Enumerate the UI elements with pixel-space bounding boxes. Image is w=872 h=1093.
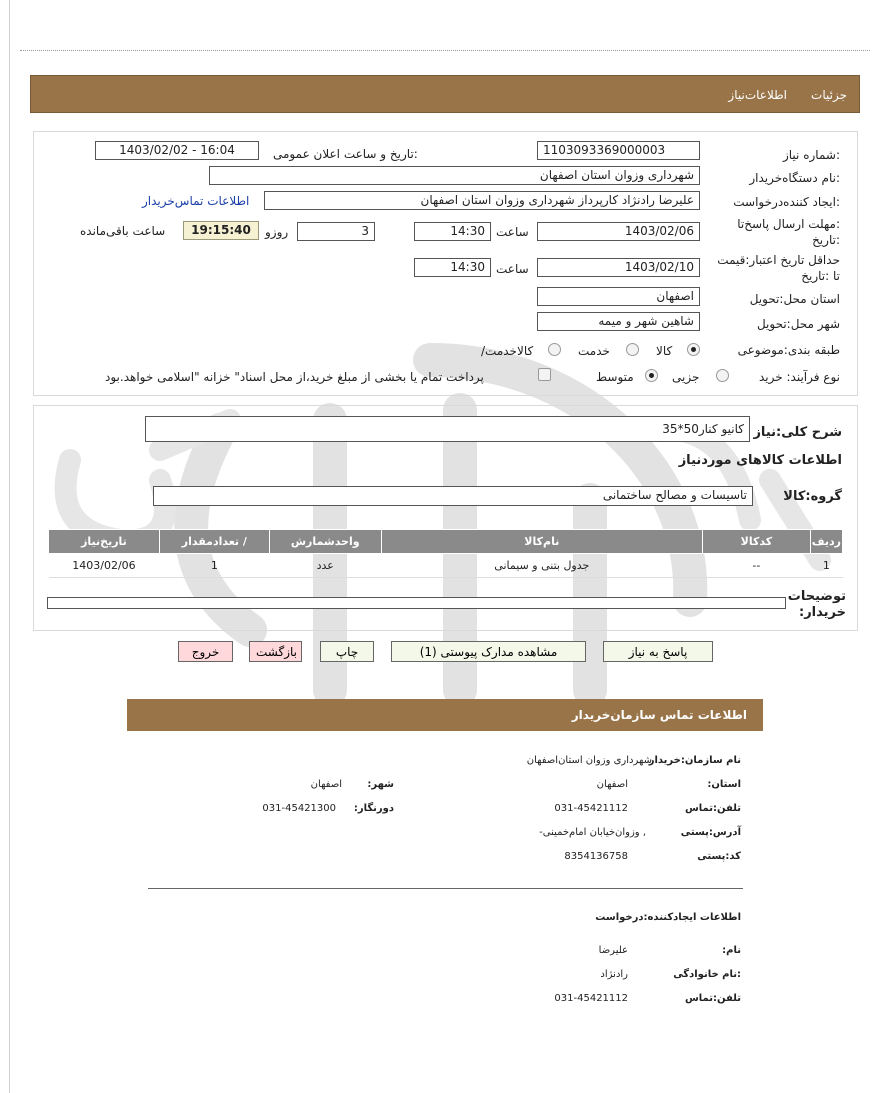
buyer-contact-header xyxy=(127,699,763,731)
contact-phone-label: تلفن:تماس xyxy=(684,803,741,814)
category-label: طبقه بندی:موضوعی xyxy=(737,343,840,357)
province-field: اصفهان xyxy=(537,287,700,306)
org-name-label: نام سازمان:خریدار xyxy=(648,755,741,766)
requester-name-value: علیرضا xyxy=(598,945,628,956)
general-desc-label: شرح کلی:نیاز xyxy=(753,425,842,440)
process-medium-radio[interactable] xyxy=(645,369,658,382)
contact-province-value: اصفهان xyxy=(596,779,628,790)
col-code: کدکالا xyxy=(702,530,810,554)
goods-table xyxy=(48,529,843,578)
table-row xyxy=(49,554,843,578)
category-service-label: خدمت xyxy=(578,344,610,358)
contact-province-label: :استان xyxy=(707,779,741,790)
need-number-field: 1103093369000003 xyxy=(537,141,700,160)
cell-code: -- xyxy=(702,554,810,578)
city-field: شاهین شهر و میمه xyxy=(537,312,700,331)
price-valid-label-2: تا :تاریخ xyxy=(801,269,840,283)
price-time-field: 14:30 xyxy=(414,258,491,277)
category-goods-label: کالا xyxy=(656,344,673,358)
buyer-notes-label-2: :خریدار xyxy=(799,605,846,620)
col-row: ردیف xyxy=(810,530,842,554)
send-deadline-label-2: تاریخ: xyxy=(812,233,840,247)
contact-city-value: اصفهان xyxy=(310,779,342,790)
remaining-countdown: 19:15:40 xyxy=(183,221,259,240)
send-time-label: ساعت xyxy=(496,225,529,239)
reply-button[interactable]: پاسخ به نیاز xyxy=(603,641,713,662)
contact-fax-label: :دورنگار xyxy=(353,803,394,814)
cell-row: 1 xyxy=(810,554,842,578)
buyer-org-field: شهرداری وزوان استان اصفهان xyxy=(209,166,700,185)
col-date: تاریخ‌نیاز xyxy=(49,530,160,554)
col-qty: / تعدادمقدار xyxy=(159,530,269,554)
requester-name-label: :نام xyxy=(722,945,741,956)
send-time-field: 14:30 xyxy=(414,222,491,241)
details-header-bar xyxy=(30,75,860,113)
goods-info-title: اطلاعات کالاهای موردنیاز xyxy=(678,453,842,468)
price-valid-label: حداقل تاریخ اعتبار:قیمت xyxy=(717,253,840,267)
buyer-notes-field xyxy=(47,597,786,609)
cell-unit: عدد xyxy=(269,554,381,578)
tab-details[interactable]: جزئیات xyxy=(811,88,847,102)
contact-postal-label: کد:پستی xyxy=(697,851,741,862)
process-medium-label: متوسط xyxy=(596,370,634,384)
back-button[interactable]: بازگشت xyxy=(249,641,302,662)
top-divider xyxy=(20,50,870,51)
send-deadline-label: مهلت ارسال پاسخ‌تا: xyxy=(737,217,840,231)
cell-date: 1403/02/06 xyxy=(49,554,160,578)
need-number-label: شماره نیاز: xyxy=(782,148,840,162)
requester-family-label: نام خانوادگی: xyxy=(673,969,741,980)
process-partial-label: جزیی xyxy=(672,370,700,384)
org-name-value: شهرداری وزوان استان‌اصفهان xyxy=(526,755,652,766)
tab-need-info[interactable]: اطلاعات‌نیاز xyxy=(728,88,787,102)
requester-family-value: رادنژاد xyxy=(600,969,628,980)
announce-field: 1403/02/02 - 16:04 xyxy=(95,141,259,160)
exit-button[interactable]: خروج xyxy=(178,641,233,662)
buyer-org-label: نام دستگاه‌خریدار: xyxy=(749,171,840,185)
category-goods-radio[interactable] xyxy=(687,343,700,356)
and-day-label: روزو xyxy=(265,225,289,239)
requester-field: علیرضا رادنژاد کارپرداز شهرداری وزوان استان اصفهان xyxy=(264,191,700,210)
cell-qty: 1 xyxy=(159,554,269,578)
view-attachments-button[interactable]: مشاهده مدارک پیوستی (1) xyxy=(391,641,586,662)
col-name: نام‌کالا xyxy=(381,530,702,554)
announce-label: تاریخ و ساعت اعلان عمومی: xyxy=(273,147,418,161)
category-service-radio[interactable] xyxy=(626,343,639,356)
contact-postal-value: 8354136758 xyxy=(564,851,628,862)
buyer-notes-label: توضیحات xyxy=(787,589,846,604)
contact-divider xyxy=(148,888,743,889)
buyer-contact-title: اطلاعات تماس سازمان‌خریدار xyxy=(571,708,747,722)
contact-fax-value: 031-45421300 xyxy=(262,803,336,814)
price-time-label: ساعت xyxy=(496,262,529,276)
print-button[interactable]: چاپ xyxy=(320,641,374,662)
goods-group-field: تاسیسات و مصالح ساختمانی xyxy=(153,486,753,506)
buyer-contact-link[interactable]: اطلاعات تماس‌خریدار xyxy=(142,194,250,208)
contact-address-label: آدرس:پستی xyxy=(680,827,741,838)
send-date-field: 1403/02/06 xyxy=(537,222,700,241)
process-label: نوع فرآیند: خرید xyxy=(759,370,840,384)
requester-phone-value: 031-45421112 xyxy=(554,993,628,1004)
contact-city-label: :شهر xyxy=(367,779,394,790)
process-partial-radio[interactable] xyxy=(716,369,729,382)
general-desc-field: کانیو کنار50*35 xyxy=(145,416,750,442)
category-goods-service-label: /کالاخدمت xyxy=(481,344,534,358)
requester-phone-label: تلفن:تماس xyxy=(684,993,741,1004)
price-date-field: 1403/02/10 xyxy=(537,258,700,277)
col-unit: واحدشمارش xyxy=(269,530,381,554)
contact-address-value: -وزوان‌خیابان امام‌خمینی , xyxy=(539,827,646,838)
treasury-payment-label: پرداخت تمام یا بخشی از مبلغ خرید،از محل اسناد" خزانه "اسلامی خواهد.بود xyxy=(105,370,484,384)
contact-phone-value: 031-45421112 xyxy=(554,803,628,814)
goods-table-header xyxy=(49,530,843,554)
province-label: استان محل:تحویل xyxy=(749,292,840,306)
cell-name: جدول بتنی و سیمانی xyxy=(381,554,702,578)
days-field: 3 xyxy=(297,222,375,241)
left-frame-line xyxy=(9,0,10,1093)
treasury-payment-checkbox[interactable] xyxy=(538,368,551,381)
requester-label: ایجاد کننده‌درخواست: xyxy=(733,195,840,209)
remaining-label: ساعت باقی‌مانده xyxy=(80,224,166,238)
city-label: شهر محل:تحویل xyxy=(756,317,840,331)
requester-section-title: اطلاعات ایجادکننده:درخواست xyxy=(595,912,741,923)
category-goods-service-radio[interactable] xyxy=(548,343,561,356)
goods-group-label: گروه:کالا xyxy=(783,489,842,504)
